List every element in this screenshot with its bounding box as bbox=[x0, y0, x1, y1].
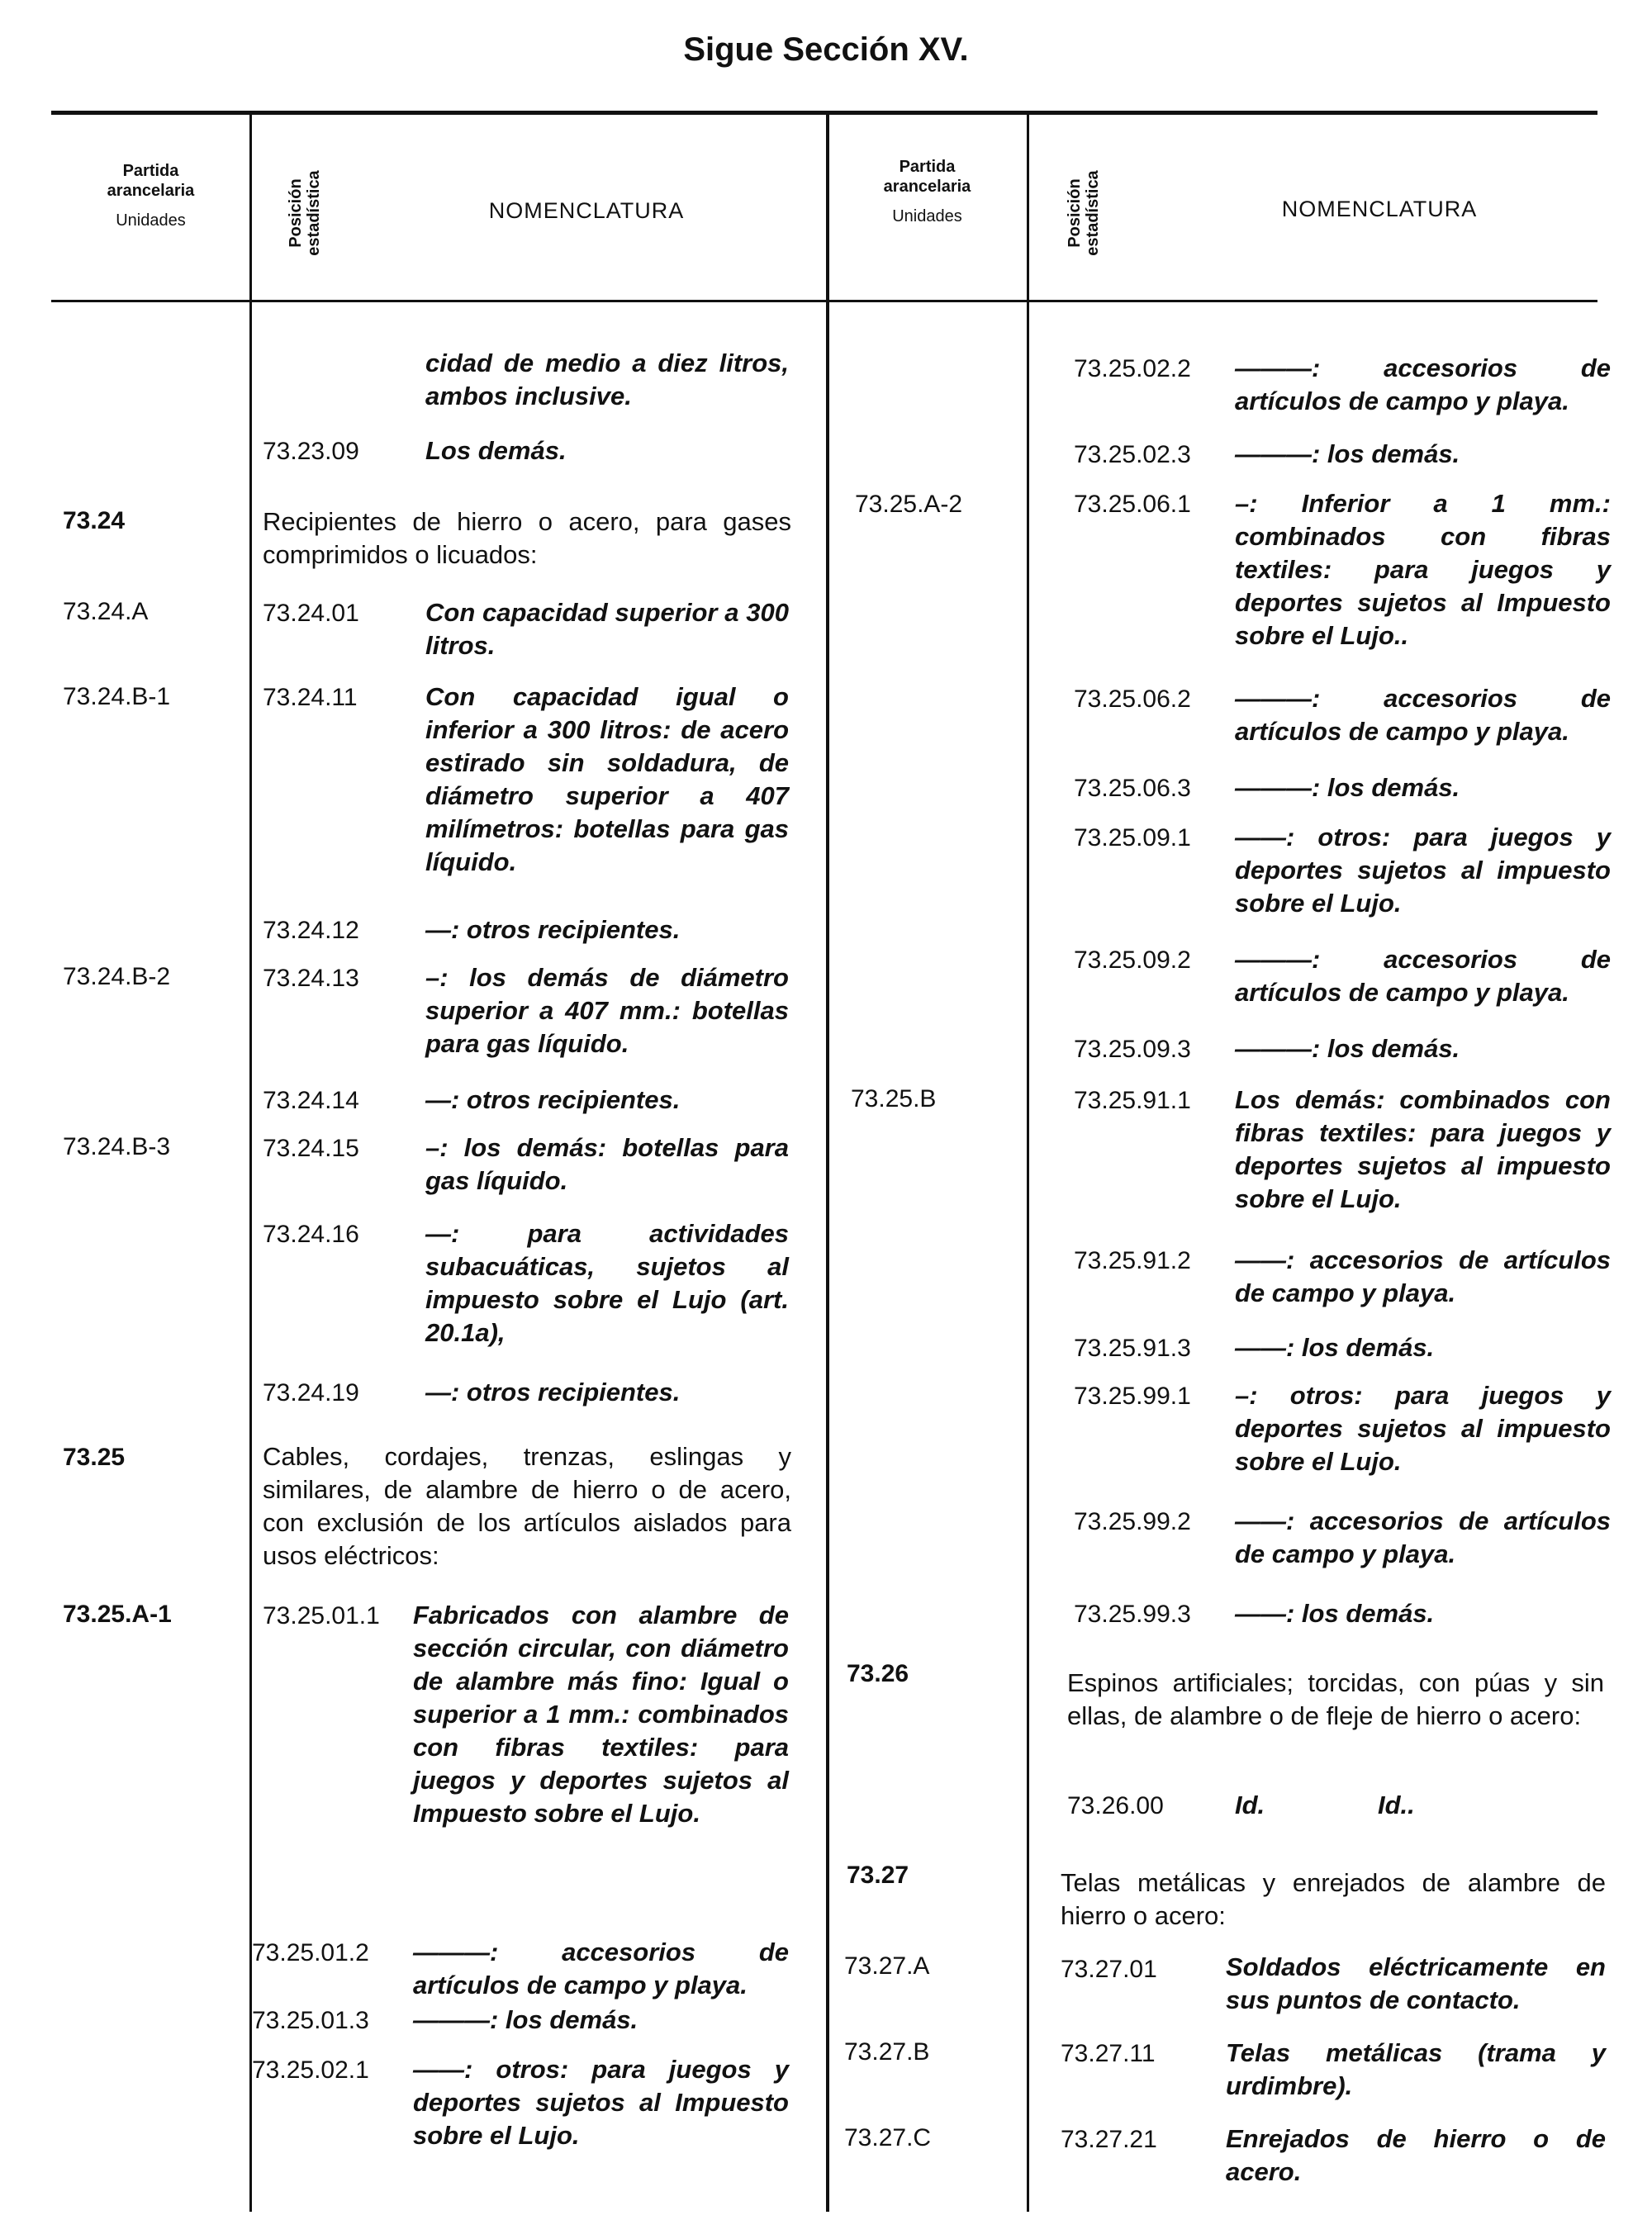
entry-partida: 73.27.B bbox=[844, 2038, 930, 2066]
column-divider-3 bbox=[1027, 114, 1029, 2212]
entry-description: Recipientes de hierro o acero, para gases comprimidos o licuados: bbox=[263, 507, 791, 569]
entry-description: ———: accesorios de artículos de campo y playa. bbox=[1235, 353, 1611, 415]
entry-code: 73.25.06.2 bbox=[1074, 685, 1191, 713]
entry-partida: 73.24.A bbox=[63, 598, 149, 625]
entry-code: 73.27.01 bbox=[1061, 1956, 1157, 1983]
entry-description: ———: accesorios de artículos de campo y playa. bbox=[1235, 684, 1611, 746]
entry-code: 73.25.91.1 bbox=[1074, 1087, 1191, 1114]
entry-description: –: otros: para juegos y deportes sujetos al impuesto sobre el Lujo. bbox=[1235, 1381, 1611, 1476]
header-nomenclatura-left: NOMENCLATURA bbox=[488, 198, 685, 223]
entry-description: Los demás. bbox=[425, 436, 567, 465]
header-partida-left: Partida arancelaria Unidades bbox=[107, 162, 195, 230]
entry-description: Con capacidad superior a 300 litros. bbox=[425, 598, 789, 660]
entry-code: 73.25.06.3 bbox=[1074, 775, 1191, 802]
entry-code: 73.27.21 bbox=[1061, 2126, 1157, 2153]
entry-partida: 73.25.B bbox=[851, 1085, 937, 1112]
page-title: Sigue Sección XV. bbox=[683, 31, 969, 68]
entry-description: ——: otros: para juegos y deportes sujetos al Impuesto sobre el Lujo. bbox=[413, 2055, 789, 2150]
entry-code: 73.24.12 bbox=[263, 917, 359, 944]
entry-code: 73.25.99.3 bbox=[1074, 1601, 1191, 1628]
entry-description: ———: accesorios de artículos de campo y playa. bbox=[1235, 945, 1611, 1007]
entry-code: 73.27.11 bbox=[1061, 2040, 1156, 2067]
entry-description: ——: otros: para juegos y deportes sujetos al impuesto sobre el Lujo. bbox=[1235, 823, 1611, 918]
entry-description: ———: los demás. bbox=[413, 2005, 638, 2034]
entry-partida: 73.24.B-1 bbox=[63, 683, 171, 710]
entry-description: Soldados eléctricamente en sus puntos de contacto. bbox=[1226, 1952, 1606, 2014]
entry-description: –: los demás de diámetro superior a 407 mm.: botellas para gas líquido. bbox=[425, 963, 789, 1058]
entry-description: —: otros recipientes. bbox=[425, 915, 681, 944]
entry-code: 73.26.00 bbox=[1067, 1792, 1164, 1819]
entry-description: Espinos artificiales; torcidas, con púas y sin ellas, de alambre o de fleje de hierro o acero: bbox=[1067, 1668, 1604, 1730]
entry-partida: 73.25.A-1 bbox=[63, 1601, 172, 1628]
entry-partida: 73.27.C bbox=[844, 2124, 932, 2151]
entry-code: 73.25.99.1 bbox=[1074, 1383, 1191, 1410]
header-partida-right: Partida arancelaria Unidades bbox=[883, 158, 971, 225]
entry-description: ———: los demás. bbox=[1235, 1034, 1460, 1063]
entry-partida: 73.27.A bbox=[844, 1952, 930, 1980]
entry-partida: 73.26 bbox=[847, 1660, 909, 1687]
entry-partida: 73.24.B-2 bbox=[63, 963, 171, 990]
entry-code: 73.24.13 bbox=[263, 965, 359, 992]
entry-code: 73.25.02.2 bbox=[1074, 355, 1191, 382]
entry-code: 73.25.09.1 bbox=[1074, 824, 1191, 851]
entry-description: ———: los demás. bbox=[1235, 773, 1460, 802]
entry-code: 73.24.01 bbox=[263, 600, 359, 627]
entry-code: 73.25.91.2 bbox=[1074, 1247, 1191, 1274]
entry-code: 73.25.01.2 bbox=[252, 1939, 369, 1966]
entry-code: 73.24.11 bbox=[263, 684, 358, 711]
entry-description: –: los demás: botellas para gas líquido. bbox=[425, 1133, 789, 1195]
column-divider-1 bbox=[249, 114, 252, 2212]
entry-description: cidad de medio a diez litros, ambos inclusive. bbox=[425, 349, 789, 410]
entry-description: ——: los demás. bbox=[1235, 1599, 1435, 1628]
entry-code: 73.25.01.3 bbox=[252, 2007, 369, 2034]
entry-description: Los demás: combinados con fibras textiles: para juegos y deportes sujetos al impuesto sobre el Lujo. bbox=[1235, 1085, 1611, 1213]
entry-partida: 73.24 bbox=[63, 507, 126, 534]
entry-code: 73.24.15 bbox=[263, 1135, 359, 1162]
entry-description: —: para actividades subacuáticas, sujetos al impuesto sobre el Lujo (art. 20.1a), bbox=[425, 1219, 789, 1347]
entry-code: 73.25.02.3 bbox=[1074, 441, 1191, 468]
entry-description: Telas metálicas (trama y urdimbre). bbox=[1226, 2038, 1606, 2100]
entry-code: 73.25.09.3 bbox=[1074, 1036, 1191, 1063]
header-nomenclatura-right: NOMENCLATURA bbox=[1281, 197, 1478, 221]
entry-code: 73.24.14 bbox=[263, 1087, 359, 1114]
entry-partida: 73.24.B-3 bbox=[63, 1133, 171, 1160]
entry-partida: 73.25.A-2 bbox=[855, 491, 963, 518]
entry-description: —: otros recipientes. bbox=[425, 1378, 681, 1406]
entry-code: 73.25.01.1 bbox=[263, 1602, 380, 1629]
entry-code: 73.23.09 bbox=[263, 438, 359, 465]
entry-description: ——: accesorios de artículos de campo y playa. bbox=[1235, 1245, 1611, 1307]
entry-partida: 73.25 bbox=[63, 1444, 126, 1471]
header-posicion-right: Posición estadística bbox=[1066, 170, 1102, 256]
entry-description: ——: los demás. bbox=[1235, 1333, 1435, 1362]
entry-code: 73.25.09.2 bbox=[1074, 946, 1191, 974]
entry-description: Fabricados con alambre de sección circular, con diámetro de alambre más fino: Igual o superior a 1 mm.: combinados con fibras textiles: para juegos y deportes sujetos al Impuesto sobre el Lujo. bbox=[413, 1601, 789, 1828]
entry-description: ———: los demás. bbox=[1235, 439, 1460, 468]
entry-partida: 73.27 bbox=[847, 1862, 909, 1889]
entry-description: ——: accesorios de artículos de campo y playa. bbox=[1235, 1506, 1611, 1568]
entry-code: 73.24.16 bbox=[263, 1221, 359, 1248]
entry-description: –: Inferior a 1 mm.: combinados con fibras textiles: para juegos y deportes sujetos al Impuesto sobre el Lujo.. bbox=[1235, 489, 1611, 650]
header-posicion-left: Posición estadística bbox=[287, 170, 323, 256]
entry-description: Id. bbox=[1235, 1791, 1265, 1819]
entry-description: Con capacidad igual o inferior a 300 litros: de acero estirado sin soldadura, de diámetro superior a 407 milímetros: botellas para gas líquido. bbox=[425, 682, 789, 876]
entry-description: Enrejados de hierro o de acero. bbox=[1226, 2124, 1606, 2186]
entry-description: —: otros recipientes. bbox=[425, 1085, 681, 1114]
entry-code: 73.25.06.1 bbox=[1074, 491, 1191, 518]
top-rule bbox=[51, 111, 1597, 115]
entry-code: 73.25.99.2 bbox=[1074, 1508, 1191, 1535]
header-bottom-rule bbox=[51, 300, 1597, 302]
entry-description: ———: accesorios de artículos de campo y playa. bbox=[413, 1938, 789, 1999]
entry-description: Telas metálicas y enrejados de alambre de hierro o acero: bbox=[1061, 1868, 1606, 1930]
entry-description: Cables, cordajes, trenzas, eslingas y similares, de alambre de hierro o de acero, con exclusión de los artículos aislados para usos eléctricos: bbox=[263, 1442, 791, 1570]
entry-description-secondary: Id.. bbox=[1378, 1791, 1415, 1819]
entry-code: 73.25.02.1 bbox=[252, 2056, 369, 2084]
entry-code: 73.24.19 bbox=[263, 1379, 359, 1406]
column-divider-2 bbox=[826, 114, 829, 2212]
entry-code: 73.25.91.3 bbox=[1074, 1335, 1191, 1362]
